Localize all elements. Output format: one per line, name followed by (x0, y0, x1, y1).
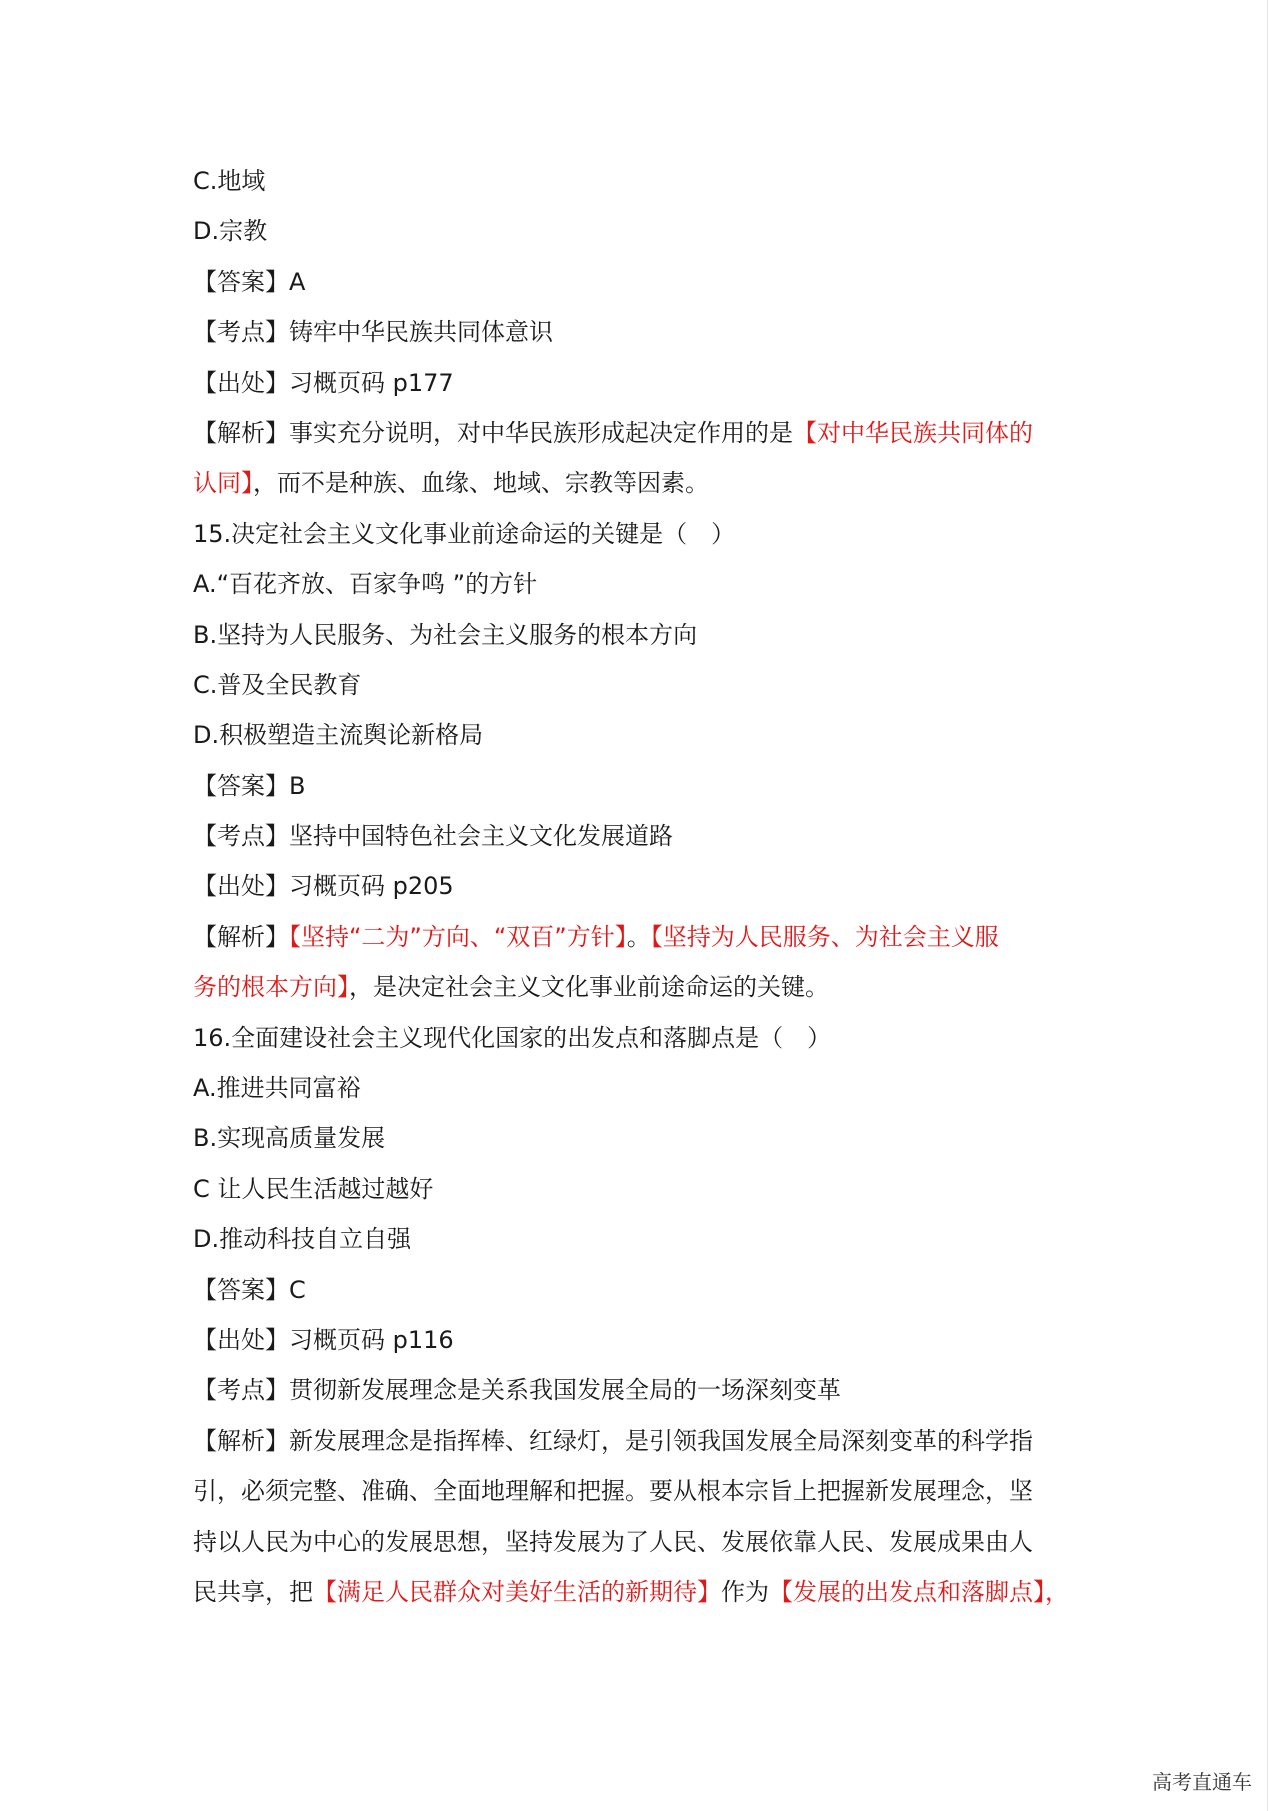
analysis-line (193, 458, 1093, 508)
source-line: 【出处】习概页码 p205 (193, 872, 454, 901)
highlight-text: 务的根本方向】 (193, 973, 349, 1002)
highlight-text: 【坚持“二为”方向、“双百”方针】 (289, 922, 627, 951)
option-line: D.推动科技自立自强 (193, 1225, 412, 1254)
option-line: B.实现高质量发展 (193, 1124, 386, 1153)
analysis-text: 民共享，把 (193, 1577, 313, 1606)
keypoint-line: 【考点】贯彻新发展理念是关系我国发展全局的一场深刻变革 (193, 1376, 841, 1405)
analysis-line: 【解析】新发展理念是指挥棒、红绿灯，是引领我国发展全局深刻变革的科学指 (193, 1426, 1033, 1455)
analysis-line (193, 962, 1093, 1012)
answer-line: 【答案】A (193, 267, 306, 296)
footer-watermark: 高考直通车 (1152, 1770, 1252, 1794)
option-line: D.宗教 (193, 217, 268, 246)
highlight-text: 【满足人民群众对美好生活的新期待】 (313, 1577, 721, 1606)
source-line: 【出处】习概页码 p116 (193, 1325, 454, 1354)
answer-line: 【答案】C (193, 1275, 306, 1304)
analysis-text: ，是决定社会主义文化事业前途命运的关键。 (349, 973, 829, 1002)
option-line: A.“百花齐放、百家争鸣 ”的方针 (193, 570, 538, 599)
analysis-line: 引，必须完整、准确、全面地理解和把握。要从根本宗旨上把握新发展理念，坚 (193, 1477, 1033, 1506)
answer-line: 【答案】B (193, 771, 306, 800)
highlight-text: 【发展的出发点和落脚点】， (769, 1577, 1069, 1606)
option-line: C 让人民生活越过越好 (193, 1174, 434, 1203)
option-line: A.推进共同富裕 (193, 1074, 361, 1103)
document-body (193, 156, 1093, 1617)
option-line: B.坚持为人民服务、为社会主义服务的根本方向 (193, 620, 698, 649)
keypoint-line: 【考点】铸牢中华民族共同体意识 (193, 318, 553, 347)
analysis-line: 持以人民为中心的发展思想，坚持发展为了人民、发展依靠人民、发展成果由人 (193, 1527, 1033, 1556)
analysis-line (193, 1567, 1093, 1617)
question-line: 16.全面建设社会主义现代化国家的出发点和落脚点是（ ） (193, 1023, 832, 1052)
source-line: 【出处】习概页码 p177 (193, 368, 454, 397)
highlight-text: 【坚持为人民服务、为社会主义服 (650, 922, 999, 951)
analysis-text: 作为 (721, 1577, 769, 1606)
analysis-line (193, 408, 1093, 458)
analysis-text: ，而不是种族、血缘、地域、宗教等因素。 (253, 469, 709, 498)
option-line: C.普及全民教育 (193, 670, 362, 699)
analysis-line (193, 912, 1093, 962)
question-line: 15.决定社会主义文化事业前途命运的关键是（ ） (193, 519, 736, 548)
analysis-text: 【解析】 (193, 922, 289, 951)
analysis-text: 【解析】事实充分说明，对中华民族形成起决定作用的是 (193, 418, 793, 447)
highlight-text: 【对中华民族共同体的 (793, 418, 1033, 447)
highlight-text: 认同】 (193, 469, 253, 498)
keypoint-line: 【考点】坚持中国特色社会主义文化发展道路 (193, 822, 673, 851)
analysis-text: 。 (626, 922, 651, 951)
option-line: C.地域 (193, 167, 266, 195)
option-line: D.积极塑造主流舆论新格局 (193, 721, 484, 750)
